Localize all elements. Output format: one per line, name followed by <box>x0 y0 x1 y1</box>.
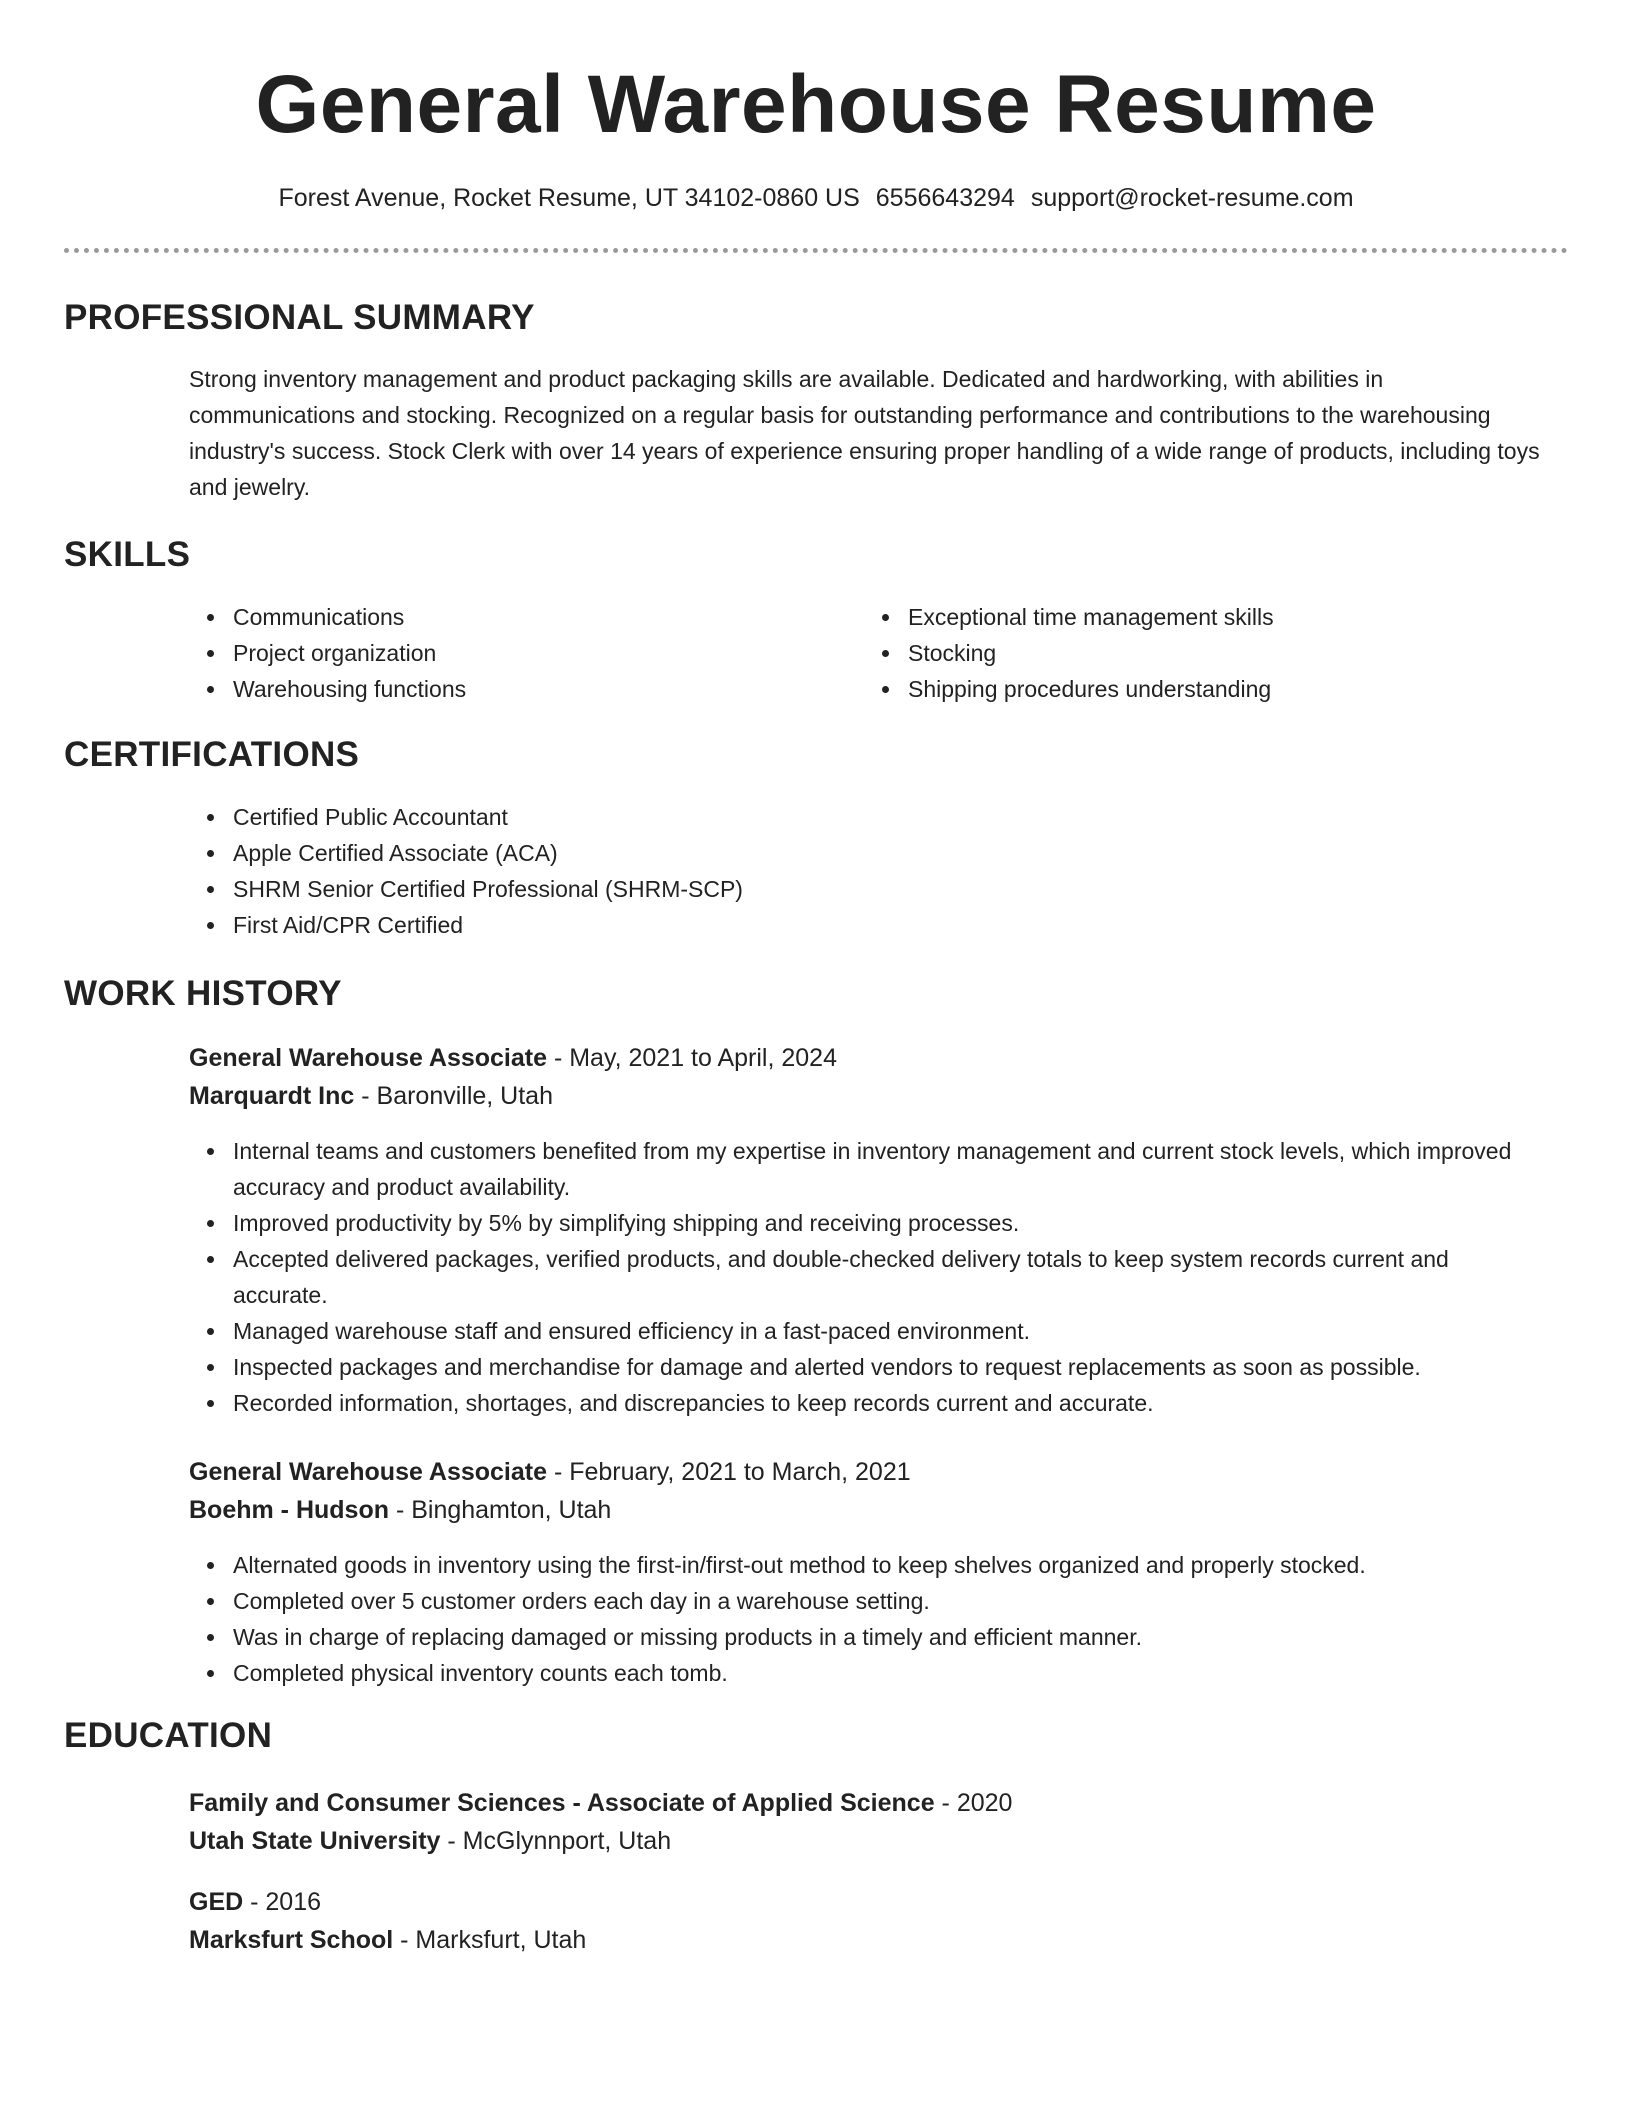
skills-list-left <box>189 599 829 707</box>
work-history-heading: WORK HISTORY <box>64 974 342 1013</box>
job-dates: - February, 2021 to March, 2021 <box>547 1458 911 1486</box>
contact-address: Forest Avenue, Rocket Resume, UT 34102-0860 US <box>278 184 860 212</box>
job-title-line <box>189 1039 837 1077</box>
certification-item: SHRM Senior Certified Professional (SHRM-SCP) <box>189 871 1549 907</box>
certification-item: First Aid/CPR Certified <box>189 907 1549 943</box>
certification-item: Certified Public Accountant <box>189 799 1549 835</box>
job-bullet: Alternated goods in inventory using the first-in/first-out method to keep shelves organized and properly stocked. <box>189 1547 1549 1583</box>
job-dates: - May, 2021 to April, 2024 <box>547 1044 837 1072</box>
skills-list-right <box>864 599 1544 707</box>
contact-email: support@rocket-resume.com <box>1030 184 1354 212</box>
job-bullets <box>189 1547 1549 1691</box>
job-title-line <box>189 1453 911 1491</box>
contact-phone: 6556643294 <box>875 184 1015 212</box>
job-company: Marquardt Inc <box>189 1082 355 1110</box>
skill-item: Project organization <box>189 635 829 671</box>
education-school: Utah State University <box>189 1827 441 1855</box>
job-bullet: Recorded information, shortages, and discrepancies to keep records current and accurate. <box>189 1385 1549 1421</box>
skill-item: Exceptional time management skills <box>864 599 1544 635</box>
job-bullet: Improved productivity by 5% by simplifying shipping and receiving processes. <box>189 1205 1549 1241</box>
education-heading: EDUCATION <box>64 1716 273 1755</box>
summary-text: Strong inventory management and product packaging skills are available. Dedicated and hardworking, with abilities in communications and stocking. Recognized on a regular basis for outstanding performance and contributions to the warehousing industry's success. Stock Clerk with over 14 years of experience ensuring proper handling of a wide range of products, including toys and jewelry. <box>189 366 1540 500</box>
education-year: - 2016 <box>243 1888 322 1916</box>
education-degree-line <box>189 1883 321 1921</box>
job-company: Boehm - Hudson <box>189 1496 389 1524</box>
education-school-line <box>189 1822 671 1860</box>
education-degree-line <box>189 1784 1012 1822</box>
resume-title: General Warehouse Resume <box>255 59 1377 150</box>
skill-item: Communications <box>189 599 829 635</box>
job-bullet: Completed over 5 customer orders each day in a warehouse setting. <box>189 1583 1549 1619</box>
job-title: General Warehouse Associate <box>189 1458 548 1486</box>
education-year: - 2020 <box>934 1789 1013 1817</box>
education-location: - McGlynnport, Utah <box>440 1827 672 1855</box>
header-divider <box>64 248 1568 253</box>
job-bullet: Was in charge of replacing damaged or missing products in a timely and efficient manner. <box>189 1619 1549 1655</box>
education-degree: GED <box>189 1888 244 1916</box>
skill-item: Shipping procedures understanding <box>864 671 1544 707</box>
certifications-heading: CERTIFICATIONS <box>64 735 360 774</box>
skill-item: Warehousing functions <box>189 671 829 707</box>
certification-item: Apple Certified Associate (ACA) <box>189 835 1549 871</box>
skills-heading: SKILLS <box>64 535 191 574</box>
job-location: - Baronville, Utah <box>354 1082 553 1110</box>
job-bullet: Internal teams and customers benefited from my expertise in inventory management and current stock levels, which improved accuracy and product availability. <box>189 1133 1549 1205</box>
skill-item: Stocking <box>864 635 1544 671</box>
job-bullet: Managed warehouse staff and ensured efficiency in a fast-paced environment. <box>189 1313 1549 1349</box>
job-location: - Binghamton, Utah <box>389 1496 612 1524</box>
education-location: - Marksfurt, Utah <box>393 1926 587 1954</box>
job-company-line <box>189 1077 553 1115</box>
contact-line <box>0 180 1632 216</box>
education-degree: Family and Consumer Sciences - Associate of Applied Science <box>189 1789 935 1817</box>
education-school: Marksfurt School <box>189 1926 394 1954</box>
summary-heading: PROFESSIONAL SUMMARY <box>64 298 535 337</box>
job-bullet: Accepted delivered packages, verified products, and double-checked delivery totals to keep system records current and accurate. <box>189 1241 1549 1313</box>
job-bullets <box>189 1133 1549 1421</box>
job-title: General Warehouse Associate <box>189 1044 548 1072</box>
job-bullet: Completed physical inventory counts each tomb. <box>189 1655 1549 1691</box>
education-school-line <box>189 1921 586 1959</box>
job-company-line <box>189 1491 611 1529</box>
certifications-list <box>189 799 1549 943</box>
job-bullet: Inspected packages and merchandise for damage and alerted vendors to request replacements as soon as possible. <box>189 1349 1549 1385</box>
